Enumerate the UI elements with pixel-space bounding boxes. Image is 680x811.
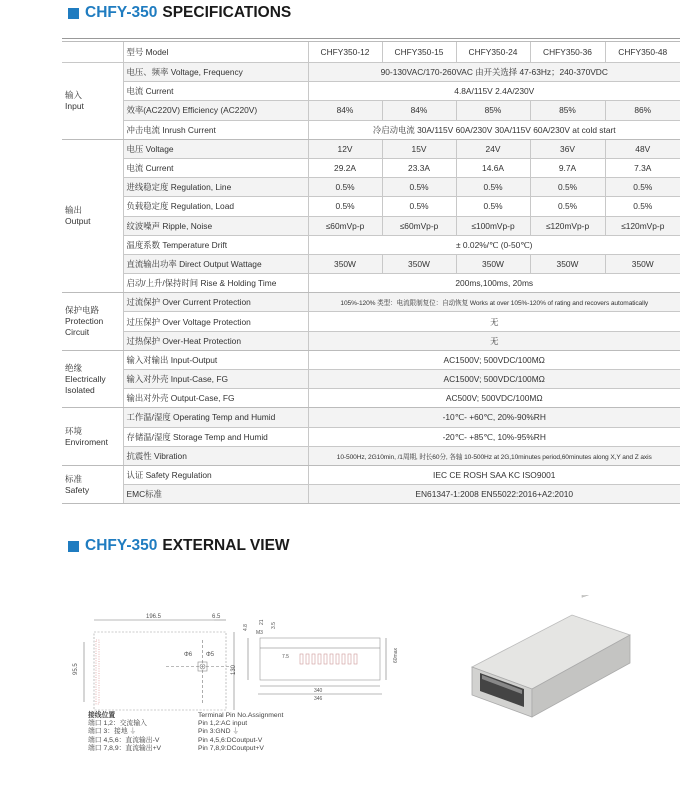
product-image (462, 595, 637, 725)
row-label: 认证 Safety Regulation (123, 465, 308, 484)
table-row (62, 446, 680, 465)
group-cn: 环境 (65, 425, 83, 436)
table-row (62, 293, 680, 312)
cell: 350W (382, 254, 456, 273)
table-top-rule (62, 38, 680, 39)
dim-label: 3.5 (271, 622, 277, 629)
cell: 0.5% (456, 178, 530, 197)
header-model: CHFY350-24 (456, 42, 530, 63)
table-row (62, 63, 680, 82)
pin-item: Pin 1,2:AC input (198, 720, 248, 728)
dim-label: 4.8 (243, 624, 249, 631)
row-label: 启动/上升/保持时间 Rise & Holding Time (123, 274, 308, 293)
table-row (62, 235, 680, 254)
side-view-drawing (240, 618, 400, 703)
group-cn: 绝缘 (65, 362, 83, 373)
pin-marks (96, 640, 99, 704)
row-label: 过热保护 Over-Heat Protection (123, 331, 308, 350)
table-row (62, 197, 680, 216)
pin-list-cn (88, 712, 161, 753)
case-outline (260, 638, 380, 680)
header-model: CHFY350-15 (382, 42, 456, 63)
row-value: IEC CE ROSH SAA KC ISO9001 (308, 465, 680, 484)
row-value: 90-130VAC/170-260VAC 由开关选择 47-63Hz；240-370VDC (308, 63, 680, 82)
group-environment (62, 408, 123, 466)
row-value: 200ms,100ms, 20ms (308, 274, 680, 293)
table-row (62, 120, 680, 139)
cell: 12V (308, 139, 382, 158)
view-heading (68, 537, 290, 555)
group-en: Electrically (65, 373, 106, 384)
cell: 350W (308, 254, 382, 273)
header-model: CHFY350-12 (308, 42, 382, 63)
row-label: 过压保护 Over Voltage Protection (123, 312, 308, 331)
row-value: EN61347-1:2008 EN55022:2016+A2:2010 (308, 485, 680, 504)
table-row (62, 331, 680, 350)
spec-heading (68, 4, 291, 22)
terminal-slots (300, 654, 357, 664)
group-en: Isolated (65, 384, 95, 395)
pin-list-en (198, 712, 283, 753)
spec-heading-model: CHFY-350 (85, 4, 158, 21)
group-protection (62, 293, 123, 351)
spec-heading-title: SPECIFICATIONS (162, 4, 292, 21)
pin-item: Pin 7,8,9:DCoutput+V (198, 744, 264, 752)
row-label: 效率(AC220V) Efficiency (AC220V) (123, 101, 308, 120)
table-row (62, 350, 680, 369)
row-label: 输出对外壳 Output-Case, FG (123, 389, 308, 408)
table-header-row (62, 42, 680, 63)
dim-label: M3 (256, 630, 263, 636)
row-label: 负载稳定度 Regulation, Load (123, 197, 308, 216)
row-value: AC1500V; 500VDC/100MΩ (308, 370, 680, 389)
cell: 350W (605, 254, 680, 273)
dim-label: 60max (393, 647, 399, 663)
cell: 0.5% (605, 178, 680, 197)
dim-label: 7.5 (282, 654, 289, 660)
table-row (62, 485, 680, 504)
table-row (62, 312, 680, 331)
row-label: 纹波噪声 Ripple, Noise (123, 216, 308, 235)
group-cn: 输出 (65, 205, 83, 215)
cell: 48V (605, 139, 680, 158)
cell: 86% (605, 101, 680, 120)
row-label: 输入对输出 Input-Output (123, 350, 308, 369)
label-plate (582, 595, 606, 597)
row-value: AC1500V; 500VDC/100MΩ (308, 350, 680, 369)
row-value: 冷启动电流 30A/115V 60A/230V 30A/115V 60A/230V at cold start (308, 120, 680, 139)
pin-title-en: Terminal Pin No.Assignment (198, 712, 284, 719)
cell: 0.5% (605, 197, 680, 216)
row-label: 工作温/湿度 Operating Temp and Humid (123, 408, 308, 427)
spec-table-wrapper (62, 41, 680, 504)
spec-table (62, 41, 680, 504)
pin-item: 端口 1,2：交流输入 (88, 720, 147, 728)
dim-label: 196.5 (146, 614, 162, 620)
row-label: 输入对外壳 Input-Case, FG (123, 370, 308, 389)
row-label: 过流保护 Over Current Protection (123, 293, 308, 312)
pin-item: Pin 3:GND ⏚ (198, 728, 240, 736)
dim-label: Φ5 (206, 652, 215, 658)
cell: 7.3A (605, 158, 680, 177)
row-value: AC500V; 500VDC/100MΩ (308, 389, 680, 408)
pin-title-cn: 接线位置 (88, 712, 116, 719)
header-model-label: 型号 Model (123, 42, 308, 63)
group-en: Output (65, 216, 91, 226)
row-label: EMC标准 (123, 485, 308, 504)
row-label: 温度系数 Temperature Drift (123, 235, 308, 254)
table-row (62, 465, 680, 484)
cell: 0.5% (308, 178, 382, 197)
cell: 9.7A (530, 158, 605, 177)
cell: ≤60mVp-p (382, 216, 456, 235)
cell: ≤60mVp-p (308, 216, 382, 235)
cell: 24V (456, 139, 530, 158)
group-en: Safety (65, 484, 90, 495)
table-row (62, 82, 680, 101)
cell: 23.3A (382, 158, 456, 177)
table-row (62, 178, 680, 197)
front-view-drawing (66, 610, 241, 715)
header-empty (62, 42, 123, 63)
group-isolation (62, 350, 123, 408)
cell: 85% (456, 101, 530, 120)
cell: 85% (530, 101, 605, 120)
row-value: -20℃- +85℃, 10%-95%RH (308, 427, 680, 446)
group-cn: 保护电路 (65, 305, 100, 316)
cell: 36V (530, 139, 605, 158)
row-label: 抗震性 Vibration (123, 446, 308, 465)
table-row (62, 254, 680, 273)
dim-label: 340 (314, 688, 323, 694)
row-label: 存储温/湿度 Storage Temp and Humid (123, 427, 308, 446)
table-row (62, 389, 680, 408)
cell: 15V (382, 139, 456, 158)
cell: ≤100mVp-p (456, 216, 530, 235)
row-value: 4.8A/115V 2.4A/230V (308, 82, 680, 101)
row-label: 电流 Current (123, 82, 308, 101)
row-label: 电压 Voltage (123, 139, 308, 158)
table-row (62, 370, 680, 389)
cell: 0.5% (382, 178, 456, 197)
row-value: ± 0.02%/℃ (0-50℃) (308, 235, 680, 254)
group-en: Protection (65, 316, 104, 327)
pin-item: 端口 3：接地 ⏚ (88, 728, 137, 736)
table-row (62, 158, 680, 177)
group-en: Circuit (65, 327, 90, 338)
header-model: CHFY350-48 (605, 42, 680, 63)
view-heading-model: CHFY-350 (85, 537, 158, 554)
cell: 14.6A (456, 158, 530, 177)
cell: 0.5% (530, 178, 605, 197)
cell: 0.5% (530, 197, 605, 216)
header-model: CHFY350-36 (530, 42, 605, 63)
row-label: 电流 Current (123, 158, 308, 177)
table-row (62, 139, 680, 158)
row-value: -10℃- +60℃, 20%-90%RH (308, 408, 680, 427)
table-row (62, 274, 680, 293)
row-label: 电压、频率 Voltage, Frequency (123, 63, 308, 82)
pin-item: Pin 4,5,6:DCoutput-V (198, 736, 263, 744)
cell: 0.5% (308, 197, 382, 216)
row-value: 无 (308, 331, 680, 350)
group-cn: 标准 (65, 473, 83, 484)
group-input (62, 63, 123, 140)
row-label: 进线稳定度 Regulation, Line (123, 178, 308, 197)
row-value: 10-500Hz, 2G10min, /1周期, 时长60分, 各轴 10-500Hz at 2G,10minutes period,60minutes along X,Y and Z axis (308, 446, 680, 465)
cell: 29.2A (308, 158, 382, 177)
view-heading-title: EXTERNAL VIEW (162, 537, 290, 554)
cell: 350W (456, 254, 530, 273)
cell: 84% (382, 101, 456, 120)
cell: 84% (308, 101, 382, 120)
group-en: Input (65, 100, 84, 111)
cell: 0.5% (456, 197, 530, 216)
row-label: 直流输出功率 Direct Output Wattage (123, 254, 308, 273)
dim-label: Φ6 (184, 652, 193, 658)
heading-square-icon (68, 8, 79, 19)
dim-label: 6.5 (212, 614, 221, 620)
table-row (62, 101, 680, 120)
row-value: 无 (308, 312, 680, 331)
cell: 350W (530, 254, 605, 273)
dim-label: 95.5 (73, 663, 79, 675)
table-row (62, 408, 680, 427)
dim-label: 21 (259, 619, 265, 625)
row-value: 105%-120% 类型：电流限制复位：自动恢复 Works at over 105%-120% of rating and recovers automatically (308, 293, 680, 312)
group-cn: 输入 (65, 89, 83, 100)
dim-label: 346 (314, 696, 323, 702)
dim-label: 130 (231, 664, 237, 675)
table-row (62, 216, 680, 235)
cell: ≤120mVp-p (530, 216, 605, 235)
cell: ≤120mVp-p (605, 216, 680, 235)
group-en: Enviroment (65, 436, 108, 447)
pin-item: 端口 4,5,6：直流输出-V (88, 736, 160, 744)
group-output (62, 139, 123, 293)
table-row (62, 427, 680, 446)
row-label: 冲击电流 Inrush Current (123, 120, 308, 139)
heading-square-icon (68, 541, 79, 552)
group-safety (62, 465, 123, 503)
pin-item: 端口 7,8,9：直流输出+V (88, 744, 162, 752)
cell: 0.5% (382, 197, 456, 216)
